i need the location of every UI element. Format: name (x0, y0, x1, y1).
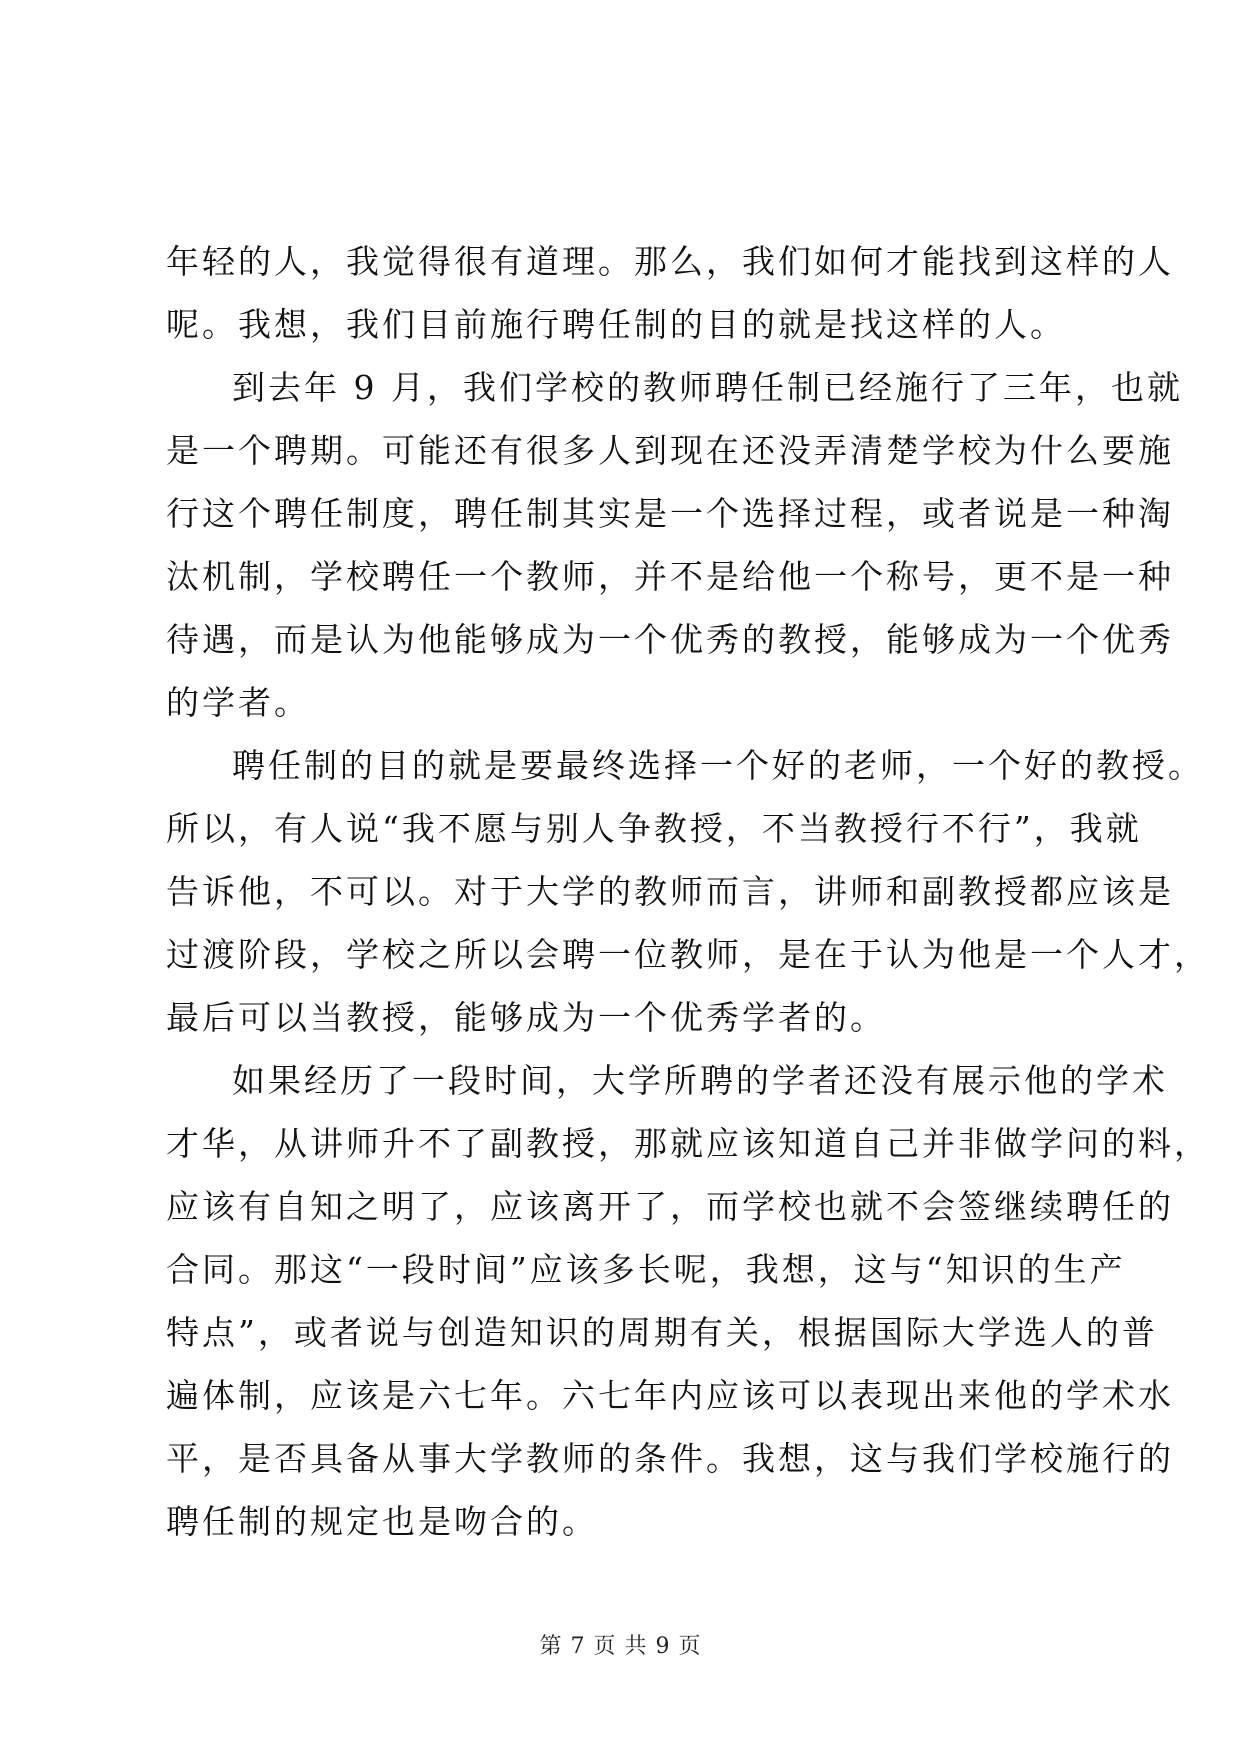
document-body (166, 230, 1210, 1553)
text-line: 是一个聘期。可能还有很多人到现在还没弄清楚学校为什么要施 (166, 431, 1174, 470)
text-line: 最后可以当教授，能够成为一个优秀学者的。 (166, 998, 886, 1037)
text-line: 所以，有人说“我不愿与别人争教授，不当教授行不行”，我就 (166, 809, 1142, 848)
paragraph-first-line: 到去年 9 月，我们学校的教师聘任制已经施行了三年，也就 (232, 368, 1183, 407)
text-line: 应该有自知之明了，应该离开了，而学校也就不会签继续聘任的 (166, 1187, 1174, 1226)
text-line: 呢。我想，我们目前施行聘任制的目的就是找这样的人。 (166, 305, 1066, 344)
text-line: 的学者。 (166, 683, 310, 722)
text-line: 平，是否具备从事大学教师的条件。我想，这与我们学校施行的 (166, 1439, 1174, 1478)
page-footer: 第 7 页 共 9 页 (539, 1634, 702, 1659)
text-line: 特点”，或者说与创造知识的周期有关，根据国际大学选人的普 (166, 1313, 1158, 1352)
text-line: 告诉他，不可以。对于大学的教师而言，讲师和副教授都应该是 (166, 872, 1174, 911)
text-line: 遍体制，应该是六七年。六七年内应该可以表现出来他的学术水 (166, 1376, 1174, 1415)
paragraph-first-line: 如果经历了一段时间，大学所聘的学者还没有展示他的学术 (232, 1061, 1168, 1100)
text-line: 聘任制的规定也是吻合的。 (166, 1502, 598, 1541)
text-line: 待遇，而是认为他能够成为一个优秀的教授，能够成为一个优秀 (166, 620, 1174, 659)
paragraph-first-line: 聘任制的目的就是要最终选择一个好的老师，一个好的教授。 (232, 746, 1204, 785)
text-line: 汰机制，学校聘任一个教师，并不是给他一个称号，更不是一种 (166, 557, 1174, 596)
text-line: 过渡阶段，学校之所以会聘一位教师，是在于认为他是一个人才， (166, 935, 1210, 974)
text-line: 才华，从讲师升不了副教授，那就应该知道自己并非做学问的料， (166, 1124, 1210, 1163)
text-line: 年轻的人，我觉得很有道理。那么，我们如何才能找到这样的人 (166, 242, 1174, 281)
text-line: 合同。那这“一段时间”应该多长呢，我想，这与“知识的生产 (166, 1250, 1126, 1289)
text-line: 行这个聘任制度，聘任制其实是一个选择过程，或者说是一种淘 (166, 494, 1174, 533)
